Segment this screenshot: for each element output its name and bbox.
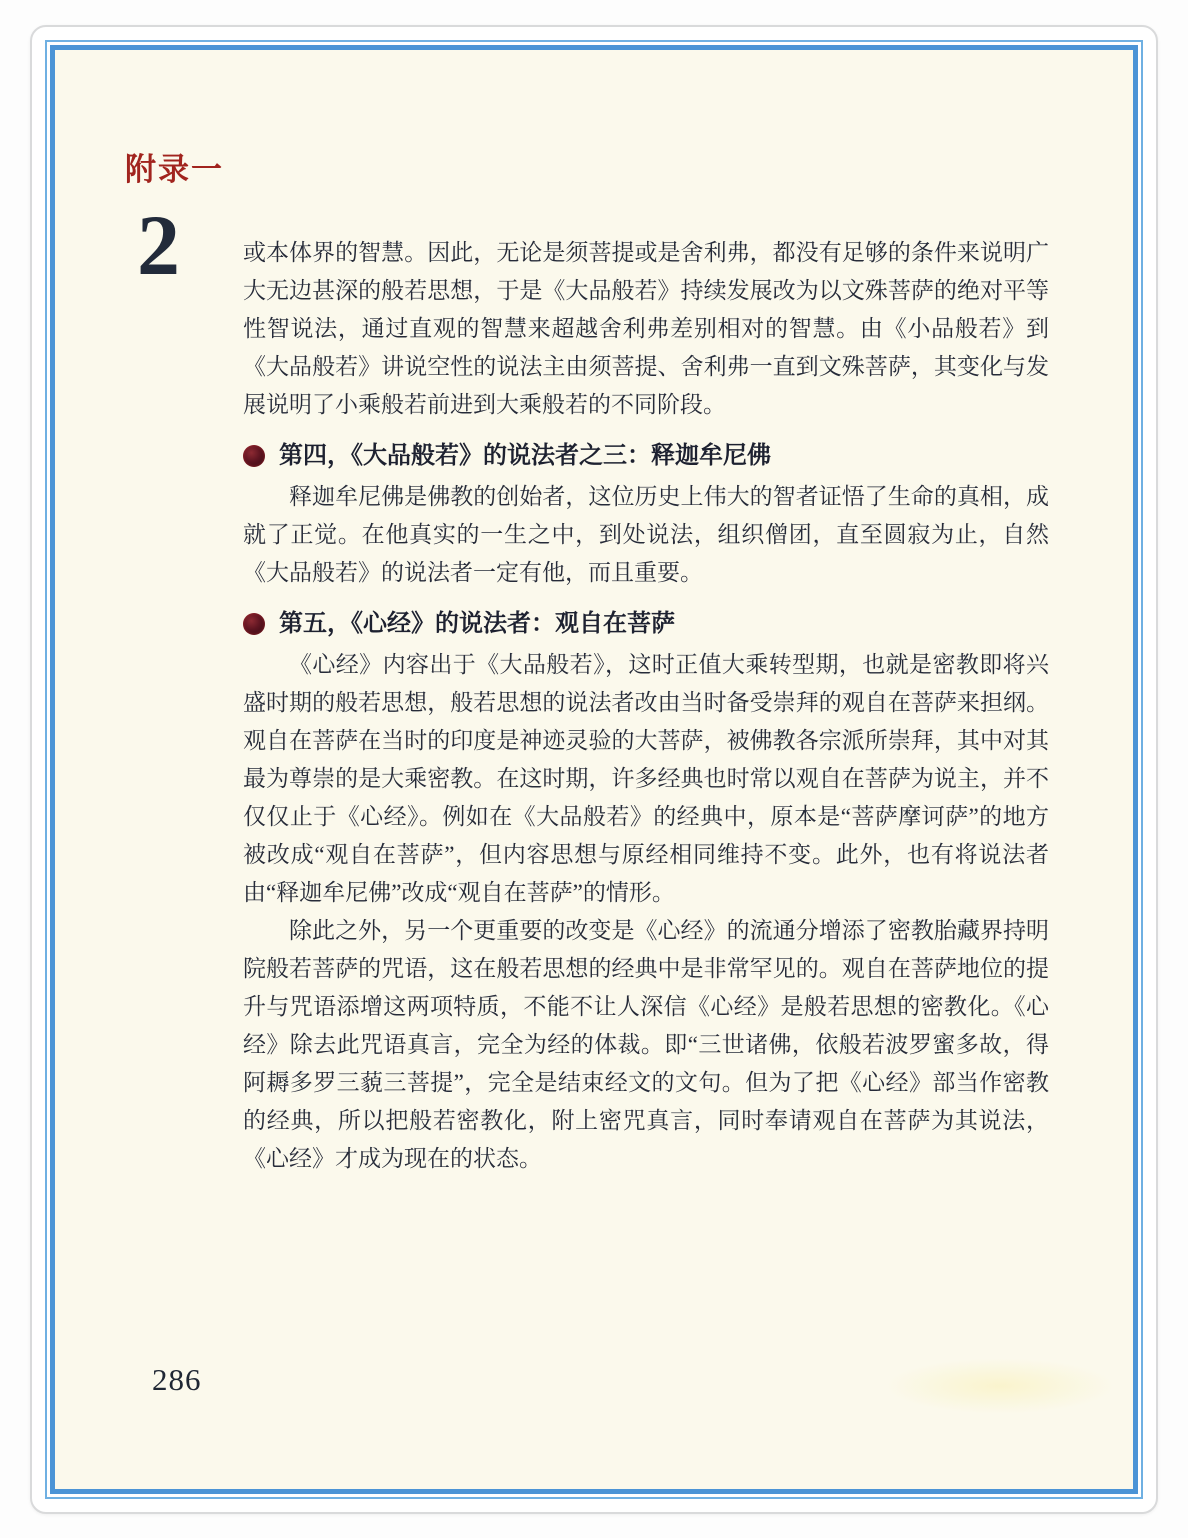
section-bullet-icon (243, 445, 265, 467)
text-column (243, 234, 1049, 1178)
intro-paragraph: 或本体界的智慧。因此，无论是须菩提或是舍利弗，都没有足够的条件来说明广大无边甚深的般若思想，于是《大品般若》持续发展改为以文殊菩萨的绝对平等性智说法，通过直观的智慧来超越舍利弗差别相对的智慧。由《小品般若》到《大品般若》讲说空性的说法主由须菩提、舍利弗一直到文殊菩萨，其变化与发展说明了小乘般若前进到大乘般若的不同阶段。 (243, 240, 1049, 417)
section-heading-4 (243, 437, 1049, 475)
page-body (55, 50, 1133, 1489)
section-heading-text: 第五，《心经》的说法者：观自在菩萨 (279, 611, 675, 637)
section-heading-5 (243, 605, 1049, 643)
chapter-number: 2 (137, 197, 180, 293)
section-bullet-icon (243, 613, 265, 635)
section-5-paragraph-2: 除此之外，另一个更重要的改变是《心经》的流通分增添了密教胎藏界持明院般若菩萨的咒语，这在般若思想的经典中是非常罕见的。观自在菩萨地位的提升与咒语添增这两项特质，不能不让人深信《心经》是般若思想的密教化。《心经》除去此咒语真言，完全为经的体裁。即“三世诸佛，依般若波罗蜜多故，得阿耨多罗三藐三菩提”，完全是结束经文的文句。但为了把《心经》部当作密教的经典，所以把般若密教化，附上密咒真言，同时奉请观自在菩萨为其说法，《心经》才成为现在的状态。 (243, 918, 1049, 1171)
decorative-frame-outer (45, 40, 1143, 1499)
section-4-paragraph: 释迦牟尼佛是佛教的创始者，这位历史上伟大的智者证悟了生命的真相，成就了正觉。在他真实的一生之中，到处说法，组织僧团，直至圆寂为止，自然《大品般若》的说法者一定有他，而且重要。 (243, 484, 1049, 585)
section-heading-text: 第四，《大品般若》的说法者之三：释迦牟尼佛 (279, 443, 771, 469)
page-card (30, 25, 1158, 1514)
appendix-header: 附录一 (125, 152, 224, 187)
page-number: 286 (152, 1362, 202, 1397)
decorative-frame-inner (50, 45, 1138, 1494)
scan-stain-artifact (885, 1358, 1115, 1414)
section-5-paragraph-1: 《心经》内容出于《大品般若》，这时正值大乘转型期，也就是密教即将兴盛时期的般若思想，般若思想的说法者改由当时备受崇拜的观自在菩萨来担纲。观自在菩萨在当时的印度是神迹灵验的大菩萨，被佛教各宗派所崇拜，其中对其最为尊崇的是大乘密教。在这时期，许多经典也时常以观自在菩萨为说主，并不仅仅止于《心经》。例如在《大品般若》的经典中，原本是“菩萨摩诃萨”的地方被改成“观自在菩萨”，但内容思想与原经相同维持不变。此外，也有将说法者由“释迦牟尼佛”改成“观自在菩萨”的情形。 (243, 652, 1049, 905)
